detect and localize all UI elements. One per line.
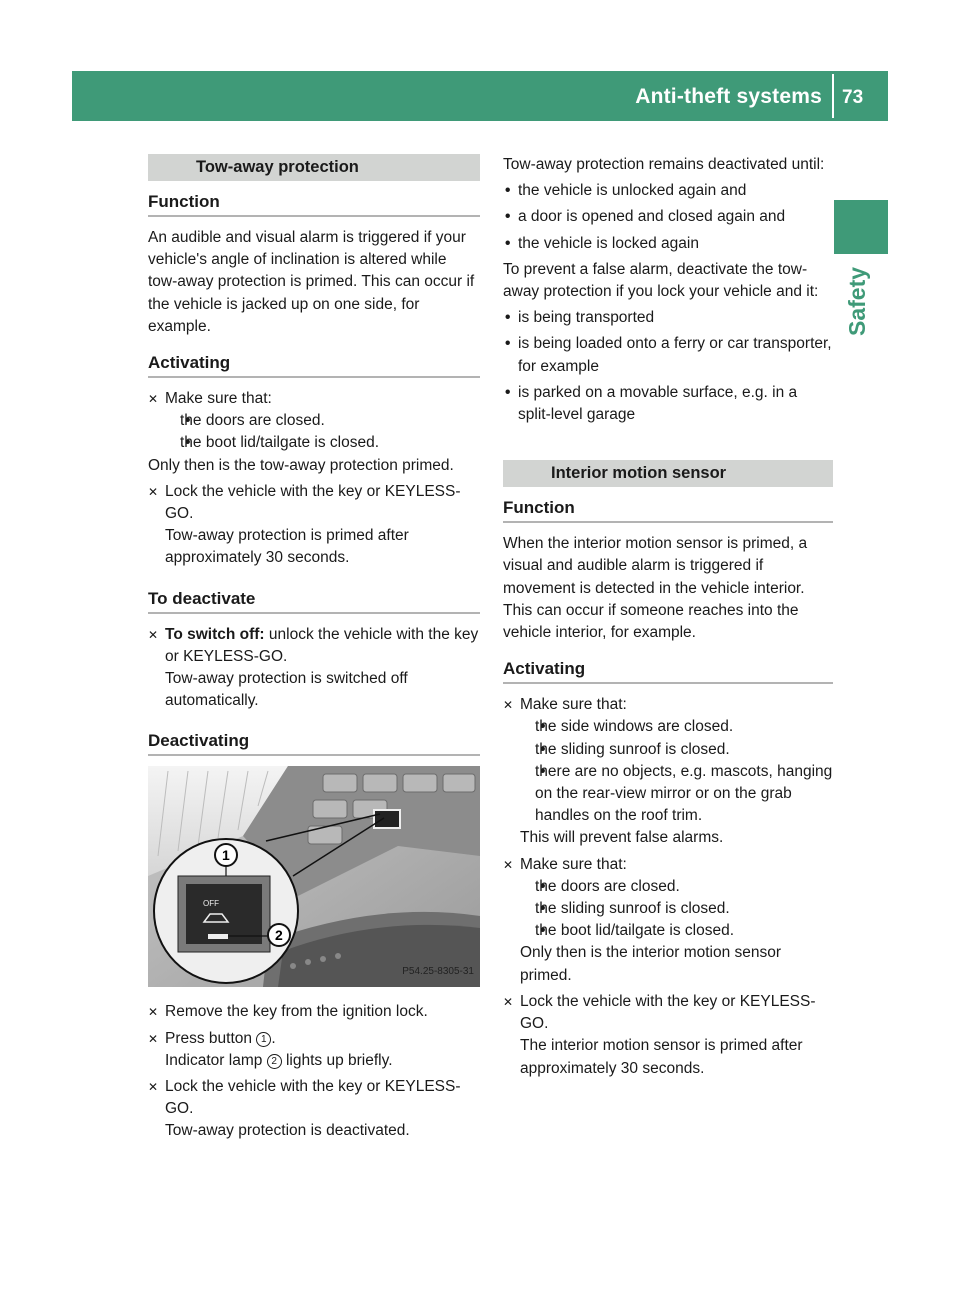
bullet-item: • the vehicle is locked again (503, 233, 833, 255)
to-deactivate-heading: To deactivate (148, 588, 480, 614)
chapter-tab (834, 200, 888, 254)
step-item: ✕ To switch off: unlock the vehicle with the key or KEYLESS-GO. Tow-away protection is switched off automatically. (148, 624, 480, 713)
bullet-item: • the side windows are closed. (520, 716, 833, 738)
bullet-item: • the boot lid/tailgate is closed. (165, 432, 480, 454)
figure-code: P54.25-8305-31 (402, 966, 474, 978)
bullet-item: • is parked on a movable surface, e.g. in a split-level garage (503, 382, 833, 426)
right-column (503, 154, 833, 1084)
page-number: 73 (842, 87, 864, 108)
step-note: This will prevent false alarms. (520, 829, 724, 847)
left-column (148, 154, 480, 1147)
step-note: Only then is the interior motion sensor primed. (520, 944, 782, 984)
step-note: Tow-away protection is switched off automatically. (165, 670, 408, 710)
function-heading: Function (148, 191, 480, 217)
bullet-item: • is being loaded onto a ferry or car transporter, for example (503, 333, 833, 377)
step-item: ✕ Lock the vehicle with the key or KEYLESS-GO. Tow-away protection is deactivated. (148, 1076, 480, 1143)
function-heading: Function (503, 497, 833, 523)
prevent-text: To prevent a false alarm, deactivate the tow-away protection if you lock your vehicle and it: (503, 260, 819, 301)
step-note: Tow-away protection is deactivated. (165, 1122, 410, 1140)
step-note: The interior motion sensor is primed after approximately 30 seconds. (520, 1037, 803, 1077)
svg-text:2: 2 (275, 927, 283, 944)
bullet-item: • the boot lid/tailgate is closed. (520, 920, 833, 942)
activating-heading: Activating (503, 658, 833, 684)
off-label: OFF (203, 899, 219, 909)
bullet-item: • the sliding sunroof is closed. (520, 898, 833, 920)
activating-heading: Activating (148, 352, 480, 378)
step-note: Indicator lamp 2 lights up briefly. (165, 1051, 393, 1069)
step-item: ✕ Make sure that: • the doors are closed. • the boot lid/tailgate is closed. Only then is the tow-away protection primed. (148, 388, 480, 477)
step-note: Tow-away protection is primed after approximately 30 seconds. (165, 527, 409, 567)
bullet-item: • the vehicle is unlocked again and (503, 180, 833, 202)
bullet-item: • is being transported (503, 307, 833, 329)
step-item: ✕ Remove the key from the ignition lock. (148, 1001, 480, 1023)
callout-1-ref: 1 (256, 1032, 271, 1047)
step-item: ✕ Make sure that: • the doors are closed. • the sliding sunroof is closed. • the boot lid/tailgate is closed. Only then is the interior motion sensor primed. (503, 854, 833, 987)
step-note: Only then is the tow-away protection primed. (148, 456, 454, 474)
bullet-item: • the doors are closed. (165, 410, 480, 432)
chapter-label: Safety (844, 266, 870, 336)
bullet-item: • the doors are closed. (520, 876, 833, 898)
section-title: Interior motion sensor (503, 460, 833, 487)
step-item: ✕ Lock the vehicle with the key or KEYLESS-GO. The interior motion sensor is primed after approximately 30 seconds. (503, 991, 833, 1080)
step-item: ✕ Press button 1 . Indicator lamp 2 lights up briefly. (148, 1028, 480, 1072)
bullet-item: • there are no objects, e.g. mascots, hanging on the rear-view mirror or on the grab handles on the roof trim. (520, 761, 833, 828)
header-divider (832, 74, 834, 118)
page-title: Anti-theft systems (635, 85, 822, 108)
overhead-control-panel-figure (148, 766, 480, 987)
deactivating-heading: Deactivating (148, 730, 480, 756)
callout-2-ref: 2 (267, 1054, 282, 1069)
intro-text: Tow-away protection remains deactivated until: (503, 156, 825, 173)
section-title: Tow-away protection (148, 154, 480, 181)
bullet-item: • a door is opened and closed again and (503, 206, 833, 228)
step-item: ✕ Lock the vehicle with the key or KEYLESS-GO. Tow-away protection is primed after approximately 30 seconds. (148, 481, 480, 570)
function-text: An audible and visual alarm is triggered if your vehicle's angle of inclination is altered while tow-away protection is primed. This can occur if the vehicle is jacked up on one side, for example. (148, 229, 475, 335)
overhead-panel-illustration (148, 766, 480, 987)
function-text: When the interior motion sensor is primed, a visual and audible alarm is triggered if movement is detected in the vehicle interior. This can occur if someone reaches into the vehicle interior, for example. (503, 535, 808, 642)
bullet-item: • the sliding sunroof is closed. (520, 739, 833, 761)
step-item: ✕ Make sure that: • the side windows are closed. • the sliding sunroof is closed. • there are no objects, e.g. mascots, hanging on the rear-view mirror or on the grab handles on the roof trim. This will prevent false alarms. (503, 694, 833, 849)
svg-text:1: 1 (222, 847, 230, 864)
